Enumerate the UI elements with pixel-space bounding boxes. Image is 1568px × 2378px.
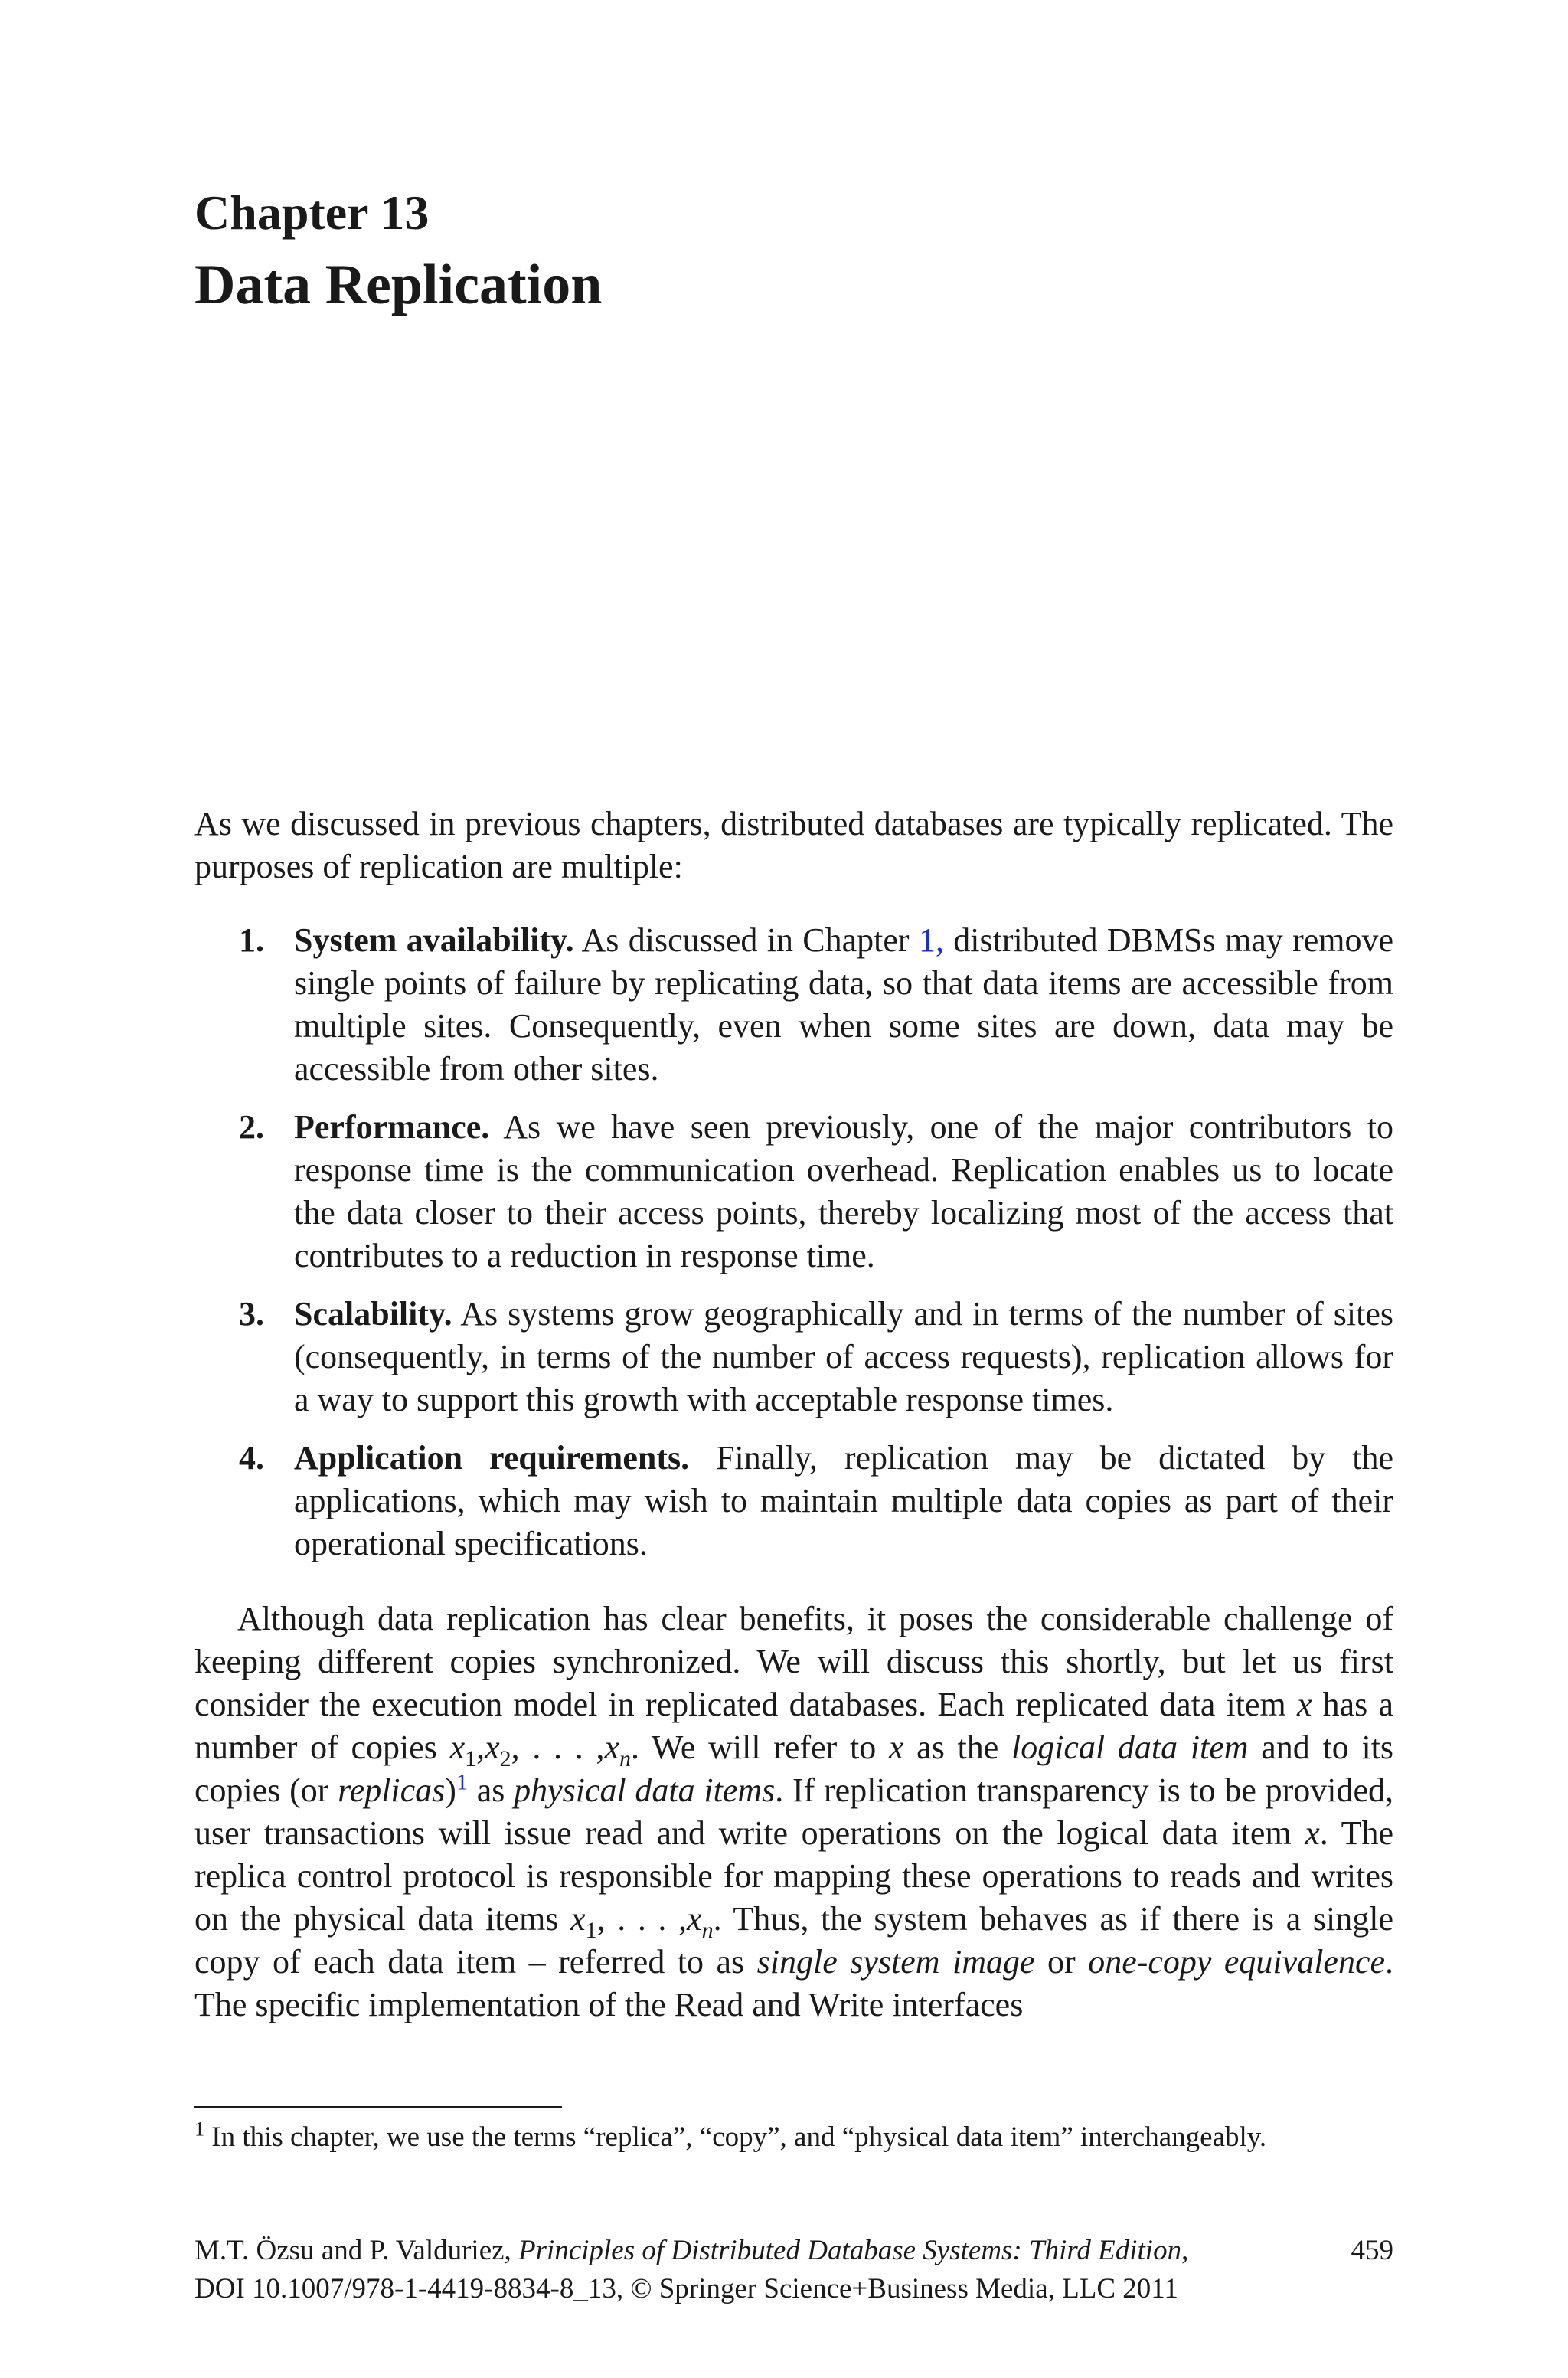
math-var: x <box>570 1900 586 1938</box>
list-item-text: As discussed in Chapter <box>581 921 910 959</box>
emphasis: physical data items <box>514 1771 776 1809</box>
footnote <box>194 2118 1393 2157</box>
text-run: as the <box>916 1729 999 1766</box>
list-item-number: 2. <box>239 1108 264 1146</box>
page-footer <box>194 2232 1393 2308</box>
text-run: as <box>476 1771 505 1809</box>
list-item <box>194 1437 1393 1565</box>
math-punct: , . . . , <box>511 1729 605 1766</box>
citation-book-title: Principles of Distributed Database Systems: Third Edition <box>518 2235 1182 2266</box>
page-number: 459 <box>1351 2235 1393 2266</box>
text-run: . We will refer to <box>630 1729 877 1766</box>
math-subscript: 2 <box>499 1745 511 1771</box>
list-item <box>194 1293 1393 1421</box>
list-item <box>194 919 1393 1091</box>
citation-authors: M.T. Özsu and P. Valduriez, <box>194 2235 511 2266</box>
math-subscript: 1 <box>585 1917 597 1943</box>
body-text <box>194 803 1393 2026</box>
text-run: Although data replication has clear benefits, it poses the considerable challenge of keeping different copies synchronized. We will discuss this shortly, but let us first consider the execution model in replicated databases. Each replicated data item <box>194 1600 1393 1723</box>
chapter-reference-link[interactable]: 1, <box>918 921 944 959</box>
chapter-title: Data Replication <box>194 254 603 316</box>
list-item-number: 4. <box>239 1439 264 1477</box>
text-run: . Thus, the system behaves as if there is a single copy of each data item – referred to as <box>194 1900 1394 1981</box>
math-punct: , . . . , <box>596 1900 688 1938</box>
footnote-text: In this chapter, we use the terms “replica”, “copy”, and “physical data item” interchangeably. <box>211 2121 1267 2153</box>
text-run: . If replication transparency is to be provided, user transactions will issue read and write operations on the logical data item <box>194 1771 1394 1852</box>
emphasis: single system image <box>756 1943 1035 1981</box>
text-run: has a number of copies <box>194 1686 1394 1766</box>
list-item-title: Scalability. <box>294 1295 452 1333</box>
list-item-number: 1. <box>239 921 264 959</box>
intro-paragraph: As we discussed in previous chapters, distributed databases are typically replicated. The purposes of replication are multiple: <box>194 805 1393 885</box>
list-item-number: 3. <box>239 1295 264 1333</box>
math-var: x <box>485 1729 500 1766</box>
list-item-title: Performance. <box>294 1108 490 1146</box>
math-var: x <box>604 1729 619 1766</box>
list-item-text: As we have seen previously, one of the major contributors to response time is the communication overhead. Replication enables us to locate the data closer to their access points, thereby localizing most of the access that contributes to a reduction in response time. <box>294 1108 1393 1274</box>
math-var: x <box>449 1729 466 1766</box>
math-var: x <box>1296 1686 1312 1723</box>
list-item <box>194 1106 1393 1277</box>
math-subscript: n <box>701 1917 714 1943</box>
list-item-title: Application requirements. <box>294 1439 690 1477</box>
text-run: ) <box>445 1771 456 1809</box>
list-item-text: As systems grow geographically and in terms of the number of sites (consequently, in terms of the number of access requests), replication allows for a way to support this growth with acceptable response times. <box>294 1295 1393 1418</box>
math-var: x <box>888 1729 904 1766</box>
list-item-text: Finally, replication may be dictated by the applications, which may wish to maintain multiple data copies as part of their operational specifications. <box>294 1439 1393 1562</box>
citation-doi: DOI 10.1007/978-1-4419-8834-8_13, © Springer Science+Business Media, LLC 2011 <box>194 2273 1178 2304</box>
math-subscript: 1 <box>465 1745 477 1771</box>
purpose-list <box>194 919 1393 1565</box>
text-run: or <box>1047 1943 1076 1981</box>
text-run: . The replica control protocol is responsible for mapping these operations to reads and writes on the physical data items <box>194 1814 1393 1938</box>
math-var: x <box>1305 1814 1320 1852</box>
body-paragraph <box>194 1598 1393 2026</box>
emphasis: replicas <box>338 1771 446 1809</box>
list-item-title: System availability. <box>294 921 574 959</box>
citation-punct: , <box>1181 2235 1189 2266</box>
footnote-divider <box>194 2106 562 2108</box>
math-punct: , <box>476 1729 485 1766</box>
citation-line <box>194 2232 1393 2270</box>
chapter-label: Chapter 13 <box>194 185 430 240</box>
math-var: x <box>687 1900 702 1938</box>
text-run: . The specific implementation of the Read and Write interfaces <box>194 1943 1394 2023</box>
footnote-mark: 1 <box>194 2118 204 2141</box>
footnote-reference-link[interactable]: 1 <box>456 1769 468 1795</box>
math-subscript: n <box>619 1745 631 1771</box>
emphasis: one-copy equivalence <box>1088 1943 1386 1981</box>
emphasis: logical data item <box>1011 1729 1249 1766</box>
list-item-text: distributed DBMSs may remove single points of failure by replicating data, so that data items are accessible from multiple sites. Consequently, even when some sites are down, data may be accessible from other sites. <box>294 921 1394 1088</box>
text-run: and to its copies (or <box>194 1729 1394 1809</box>
